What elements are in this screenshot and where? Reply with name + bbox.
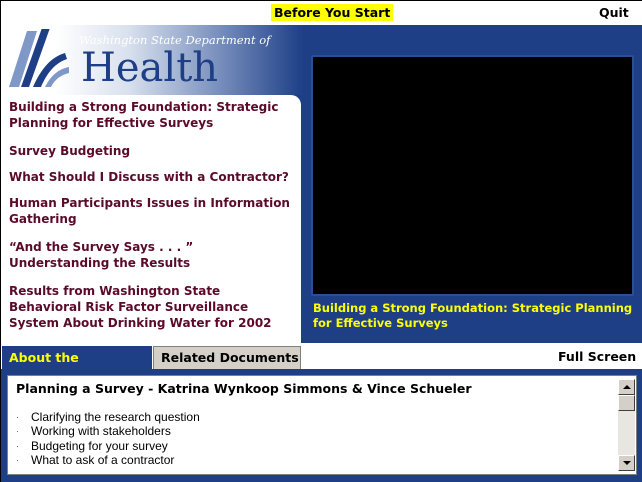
- list-item: [16, 410, 606, 424]
- topic-link[interactable]: Human Participants Issues in Information Gathering: [9, 196, 290, 226]
- topic-link[interactable]: Building a Strong Foundation: Strategic Planning for Effective Surveys: [9, 100, 279, 130]
- bullet-icon: ·: [16, 440, 19, 451]
- list-item-text: Budgeting for your survey: [31, 438, 168, 453]
- list-item-text: What to ask of a contractor: [31, 453, 175, 468]
- full-screen-button[interactable]: Full Screen: [558, 349, 637, 364]
- bullet-icon: ·: [16, 455, 19, 466]
- list-item: [16, 439, 606, 453]
- content-bullet-list: [16, 410, 606, 468]
- content-title: Planning a Survey - Katrina Wynkoop Simmons & Vince Schueler: [16, 381, 472, 396]
- list-item: [16, 424, 606, 438]
- arrow-up-icon: [623, 384, 631, 390]
- logo-department-text: Washington State Department of: [79, 33, 271, 47]
- doh-logo-icon: [7, 29, 69, 91]
- topic-link[interactable]: “And the Survey Says . . . ” Understanding the Results: [9, 240, 194, 270]
- scroll-down-button[interactable]: [618, 455, 635, 471]
- topic-list-panel: [1, 95, 301, 343]
- video-player[interactable]: [311, 55, 634, 296]
- list-item: [16, 453, 606, 467]
- list-item-text: Clarifying the research question: [31, 410, 200, 424]
- list-item-text: Working with stakeholders: [31, 424, 171, 439]
- scroll-up-button[interactable]: [618, 379, 635, 395]
- topic-link[interactable]: What Should I Discuss with a Contractor?: [9, 170, 289, 184]
- bullet-icon: ·: [16, 412, 19, 422]
- arrow-down-icon: [623, 460, 631, 466]
- before-you-start-button[interactable]: Before You Start: [271, 4, 393, 21]
- topic-link[interactable]: Survey Budgeting: [9, 144, 131, 158]
- scroll-thumb[interactable]: [618, 395, 635, 411]
- vertical-scrollbar[interactable]: [618, 379, 635, 471]
- tab-about-the-presenter[interactable]: About the: [2, 346, 152, 369]
- quit-button[interactable]: Quit: [599, 5, 629, 20]
- topic-link[interactable]: Results from Washington State Behavioral Risk Factor Surveillance System About Drinking Water for 2002: [9, 284, 272, 330]
- tab-related-documents[interactable]: Related Documents: [153, 346, 301, 369]
- bullet-icon: ·: [16, 426, 19, 437]
- logo-health-text: Health: [81, 45, 219, 91]
- video-caption: Building a Strong Foundation: Strategic Planning for Effective Surveys: [313, 301, 633, 330]
